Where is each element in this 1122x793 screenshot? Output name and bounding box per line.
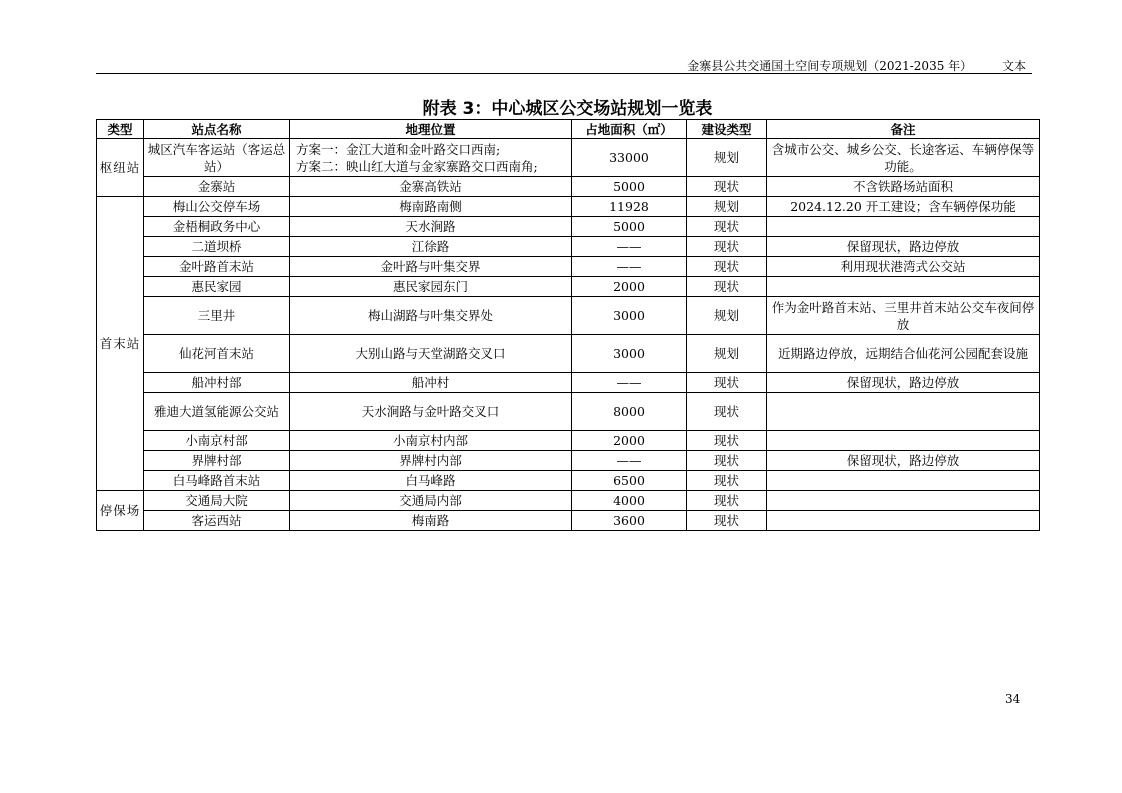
page-number: 34 bbox=[1005, 692, 1021, 706]
station-location: 白马峰路 bbox=[290, 471, 572, 491]
station-note bbox=[767, 511, 1040, 531]
station-area: —— bbox=[572, 257, 687, 277]
station-name: 城区汽车客运站（客运总站） bbox=[144, 139, 290, 177]
station-build-type: 现状 bbox=[687, 491, 767, 511]
station-location: 界牌村内部 bbox=[290, 451, 572, 471]
station-location: 船冲村 bbox=[290, 373, 572, 393]
station-note: 利用现状港湾式公交站 bbox=[767, 257, 1040, 277]
station-build-type: 现状 bbox=[687, 177, 767, 197]
station-name: 雅迪大道氢能源公交站 bbox=[144, 393, 290, 431]
station-note: 保留现状，路边停放 bbox=[767, 373, 1040, 393]
station-location bbox=[290, 139, 572, 177]
station-note: 2024.12.20 开工建设；含车辆停保功能 bbox=[767, 197, 1040, 217]
station-note bbox=[767, 431, 1040, 451]
station-area: 5000 bbox=[572, 177, 687, 197]
station-name: 三里井 bbox=[144, 297, 290, 335]
station-note bbox=[767, 217, 1040, 237]
table-row bbox=[97, 471, 1040, 491]
station-area: 3600 bbox=[572, 511, 687, 531]
station-location: 交通局内部 bbox=[290, 491, 572, 511]
table-row bbox=[97, 257, 1040, 277]
station-area: 5000 bbox=[572, 217, 687, 237]
station-build-type: 现状 bbox=[687, 277, 767, 297]
column-header-note: 备注 bbox=[767, 120, 1040, 139]
station-build-type: 现状 bbox=[687, 451, 767, 471]
table-row bbox=[97, 237, 1040, 257]
station-location: 江徐路 bbox=[290, 237, 572, 257]
station-area: 3000 bbox=[572, 335, 687, 373]
station-name: 界牌村部 bbox=[144, 451, 290, 471]
station-location: 大别山路与天堂湖路交叉口 bbox=[290, 335, 572, 373]
station-location: 金寨高铁站 bbox=[290, 177, 572, 197]
station-area: 2000 bbox=[572, 277, 687, 297]
station-build-type: 现状 bbox=[687, 393, 767, 431]
station-build-type: 规划 bbox=[687, 297, 767, 335]
table-row bbox=[97, 511, 1040, 531]
station-area: 4000 bbox=[572, 491, 687, 511]
table-row bbox=[97, 139, 1040, 177]
station-area: —— bbox=[572, 451, 687, 471]
station-location: 梅南路南侧 bbox=[290, 197, 572, 217]
station-area: 11928 bbox=[572, 197, 687, 217]
station-name: 小南京村部 bbox=[144, 431, 290, 451]
station-name: 交通局大院 bbox=[144, 491, 290, 511]
station-note: 含城市公交、城乡公交、长途客运、车辆停保等功能。 bbox=[767, 139, 1040, 177]
table-row bbox=[97, 197, 1040, 217]
station-build-type: 现状 bbox=[687, 257, 767, 277]
station-name: 客运西站 bbox=[144, 511, 290, 531]
station-note bbox=[767, 393, 1040, 431]
column-header-name: 站点名称 bbox=[144, 120, 290, 139]
station-area: —— bbox=[572, 373, 687, 393]
station-location: 小南京村内部 bbox=[290, 431, 572, 451]
table-row bbox=[97, 431, 1040, 451]
station-note: 近期路边停放，远期结合仙花河公园配套设施 bbox=[767, 335, 1040, 373]
station-note: 保留现状，路边停放 bbox=[767, 451, 1040, 471]
table-row bbox=[97, 277, 1040, 297]
station-note bbox=[767, 277, 1040, 297]
column-header-area: 占地面积（㎡） bbox=[572, 120, 687, 139]
station-area: 3000 bbox=[572, 297, 687, 335]
station-build-type: 规划 bbox=[687, 335, 767, 373]
table-row bbox=[97, 451, 1040, 471]
station-name: 船冲村部 bbox=[144, 373, 290, 393]
group-hub: 枢纽站 bbox=[97, 139, 144, 197]
station-build-type: 现状 bbox=[687, 511, 767, 531]
station-name: 金梧桐政务中心 bbox=[144, 217, 290, 237]
table-row bbox=[97, 335, 1040, 373]
table-header-row bbox=[97, 120, 1040, 139]
station-note: 不含铁路场站面积 bbox=[767, 177, 1040, 197]
table-title: 附表 3：中心城区公交场站规划一览表 bbox=[422, 99, 713, 119]
station-build-type: 规划 bbox=[687, 139, 767, 177]
station-location: 天水涧路与金叶路交叉口 bbox=[290, 393, 572, 431]
station-location: 金叶路与叶集交界 bbox=[290, 257, 572, 277]
station-area: 8000 bbox=[572, 393, 687, 431]
station-area: 2000 bbox=[572, 431, 687, 451]
station-note: 保留现状，路边停放 bbox=[767, 237, 1040, 257]
station-build-type: 规划 bbox=[687, 197, 767, 217]
table-row bbox=[97, 373, 1040, 393]
header-rule bbox=[96, 73, 1032, 74]
location-option-1: 方案一：金江大道和金叶路交口西南; bbox=[296, 141, 501, 157]
station-location: 惠民家园东门 bbox=[290, 277, 572, 297]
station-area: 33000 bbox=[572, 139, 687, 177]
station-name: 惠民家园 bbox=[144, 277, 290, 297]
column-header-location: 地理位置 bbox=[290, 120, 572, 139]
station-build-type: 现状 bbox=[687, 431, 767, 451]
group-terminal: 首末站 bbox=[97, 197, 144, 491]
station-location: 天水涧路 bbox=[290, 217, 572, 237]
station-location: 梅南路 bbox=[290, 511, 572, 531]
running-header bbox=[687, 57, 1026, 74]
station-area: 6500 bbox=[572, 471, 687, 491]
station-name: 仙花河首末站 bbox=[144, 335, 290, 373]
station-name: 白马峰路首末站 bbox=[144, 471, 290, 491]
station-build-type: 现状 bbox=[687, 217, 767, 237]
station-area: —— bbox=[572, 237, 687, 257]
document-type: 文本 bbox=[1001, 59, 1026, 73]
table-row bbox=[97, 393, 1040, 431]
column-header-type: 类型 bbox=[97, 120, 144, 139]
station-note bbox=[767, 471, 1040, 491]
station-build-type: 现状 bbox=[687, 373, 767, 393]
table-row bbox=[97, 297, 1040, 335]
station-name: 梅山公交停车场 bbox=[144, 197, 290, 217]
station-name: 二道坝桥 bbox=[144, 237, 290, 257]
table-row bbox=[97, 491, 1040, 511]
document-title: 金寨县公共交通国土空间专项规划（2021-2035 年） bbox=[687, 59, 973, 73]
table-row bbox=[97, 177, 1040, 197]
station-note: 作为金叶路首末站、三里井首末站公交车夜间停放 bbox=[767, 297, 1040, 335]
station-build-type: 现状 bbox=[687, 237, 767, 257]
station-name: 金寨站 bbox=[144, 177, 290, 197]
group-depot: 停保场 bbox=[97, 491, 144, 531]
station-location: 梅山湖路与叶集交界处 bbox=[290, 297, 572, 335]
column-header-build-type: 建设类型 bbox=[687, 120, 767, 139]
station-note bbox=[767, 491, 1040, 511]
table-row bbox=[97, 217, 1040, 237]
station-name: 金叶路首末站 bbox=[144, 257, 290, 277]
location-option-2: 方案二：映山红大道与金家寨路交口西南角; bbox=[296, 158, 538, 174]
station-build-type: 现状 bbox=[687, 471, 767, 491]
station-plan-table bbox=[96, 119, 1040, 531]
